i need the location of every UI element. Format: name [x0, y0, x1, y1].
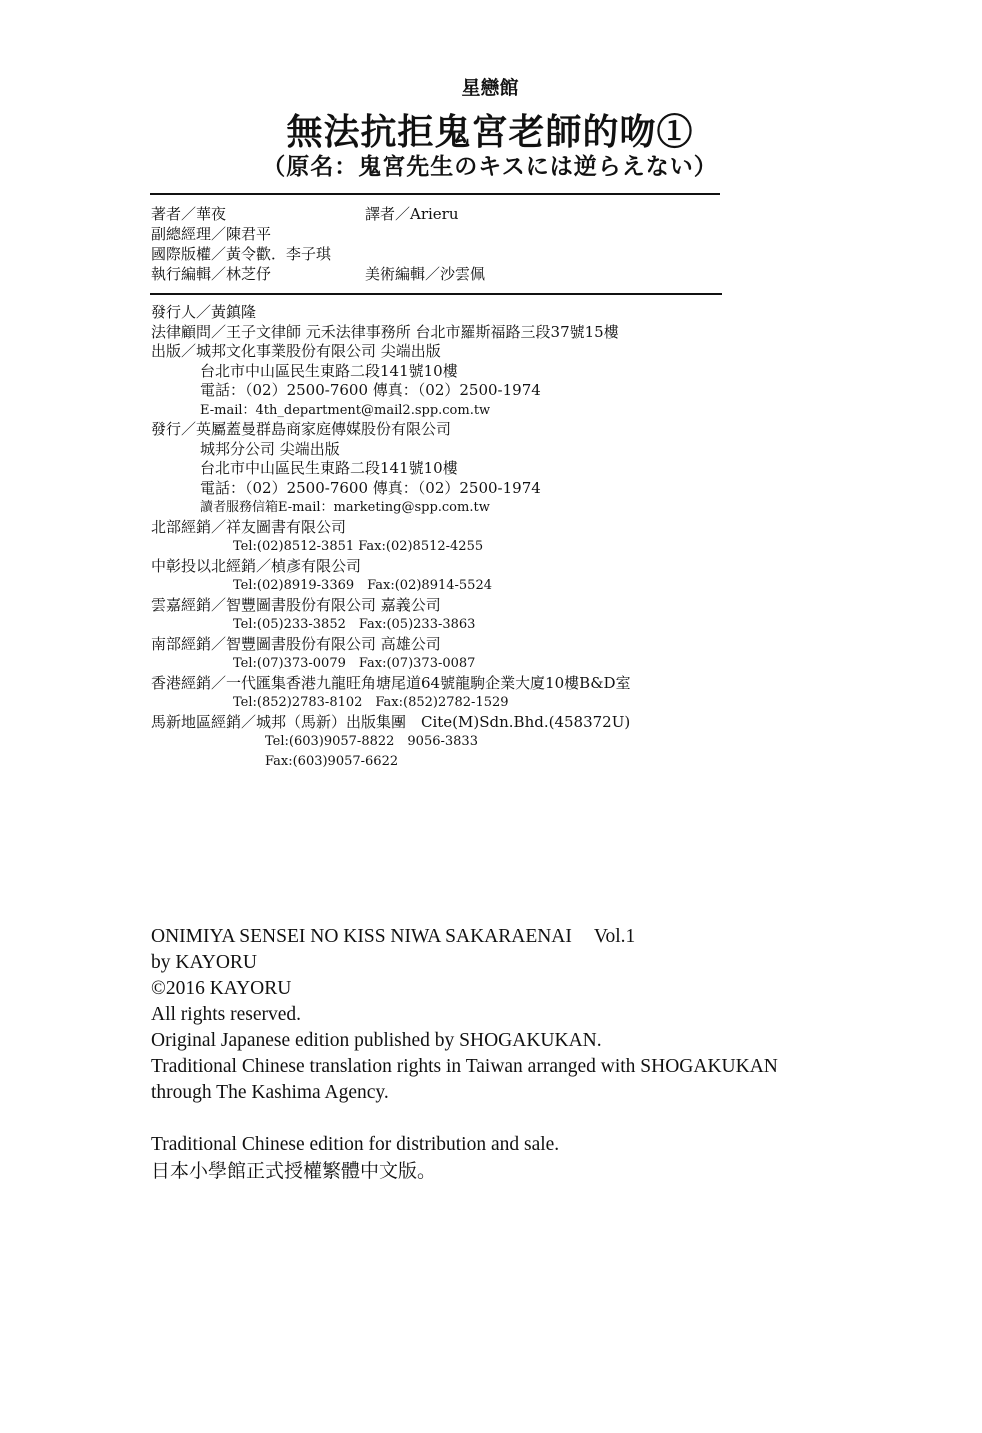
staff-row	[151, 204, 721, 224]
book-title: 無法抗拒鬼宮老師的吻①	[286, 111, 694, 153]
copyright-notice: ©2016 KAYORU	[151, 978, 292, 999]
author-credit: 著者／華夜	[151, 205, 227, 223]
my-tel: Tel:(603)9057-8822 9056-3833	[265, 734, 478, 749]
rights-reserved: All rights reserved.	[151, 1004, 302, 1025]
my-distributor: 馬新地區經銷／城邦（馬新）出版集團 Cite(M)Sdn.Bhd.(458372U)	[151, 712, 631, 731]
divider-bottom	[150, 293, 722, 295]
authorized-edition: 日本小學館正式授權繁體中文版。	[151, 1160, 437, 1182]
english-title-line	[151, 924, 911, 950]
press-phone: 電話：（02）2500-7600 傳真：（02）2500-1974	[200, 381, 541, 399]
branch-line: 城邦分公司 尖端出版	[200, 439, 340, 458]
my-fax: Fax:(603)9057-6622	[265, 753, 399, 769]
yunjia-contact: Tel:(05)233-3852 Fax:(05)233-3863	[233, 617, 476, 632]
spacer	[151, 1106, 911, 1132]
legal-counsel-line: 法律顧問／王子文律師 元禾法律事務所 台北市羅斯福路三段37號15樓	[151, 322, 619, 341]
english-title: ONIMIYA SENSEI NO KISS NIWA SAKARAENAI	[151, 926, 572, 947]
south-contact: Tel:(07)373-0079 Fax:(07)373-0087	[233, 656, 476, 671]
north-distributor: 北部經銷／祥友圖書有限公司	[151, 517, 347, 536]
original-title: （原名：鬼宮先生のキスには逆らえない）	[262, 153, 718, 180]
translator-credit: 譯者／Arieru	[365, 205, 459, 223]
original-edition: Original Japanese edition published by SHOGAKUKAN.	[151, 1030, 602, 1051]
south-distributor: 南部經銷／智豐圖書股份有限公司 高雄公司	[151, 634, 441, 653]
branch-address: 台北市中山區民生東路二段141號10樓	[200, 459, 458, 477]
by-author: by KAYORU	[151, 952, 258, 973]
translation-rights: Traditional Chinese translation rights in Taiwan arranged with SHOGAKUKAN	[151, 1056, 778, 1077]
art-editor-credit: 美術編輯／沙雲佩	[365, 265, 486, 283]
publisher-line: 發行人／黃鎮隆	[151, 303, 257, 321]
central-contact: Tel:(02)8919-3369 Fax:(02)8914-5524	[233, 578, 492, 593]
publishing-info	[151, 303, 751, 771]
reader-service-email: 讀者服務信箱E-mail：marketing@spp.com.tw	[200, 500, 490, 515]
staff-row	[151, 264, 721, 284]
press-line: 出版／城邦文化事業股份有限公司 尖端出版	[151, 342, 441, 360]
branch-phone: 電話：（02）2500-7600 傳真：（02）2500-1974	[200, 478, 541, 497]
volume-number: Vol.1	[593, 926, 636, 947]
deputy-gm-credit: 副總經理／陳君平	[151, 225, 272, 243]
central-distributor: 中彰投以北經銷／楨彥有限公司	[151, 556, 362, 575]
distributor-line: 發行／英屬蓋曼群島商家庭傳媒股份有限公司	[151, 420, 452, 438]
hk-contact: Tel:(852)2783-8102 Fax:(852)2782-1529	[233, 695, 509, 710]
copyright-block	[151, 924, 911, 1184]
press-email: E-mail：4th_department@mail2.spp.com.tw	[200, 402, 491, 418]
staff-row	[151, 224, 721, 244]
yunjia-distributor: 雲嘉經銷／智豐圖書股份有限公司 嘉義公司	[151, 595, 441, 614]
imprint-name: 星戀館	[461, 77, 519, 99]
hk-distributor: 香港經銷／一代匯集香港九龍旺角塘尾道64號龍駒企業大廈10樓B&D室	[151, 673, 631, 692]
staff-credits	[151, 204, 721, 284]
intl-rights-credit: 國際版權／黃令歡．李子琪	[151, 245, 332, 263]
press-address: 台北市中山區民生東路二段141號10樓	[200, 361, 458, 380]
distribution-line: Traditional Chinese edition for distribution and sale.	[151, 1134, 560, 1155]
staff-row	[151, 244, 721, 264]
agency-line: through The Kashima Agency.	[151, 1082, 389, 1103]
north-contact: Tel:(02)8512-3851 Fax:(02)8512-4255	[233, 539, 484, 554]
divider-top	[150, 193, 720, 195]
exec-editor-credit: 執行編輯／林芝伃	[151, 265, 272, 283]
